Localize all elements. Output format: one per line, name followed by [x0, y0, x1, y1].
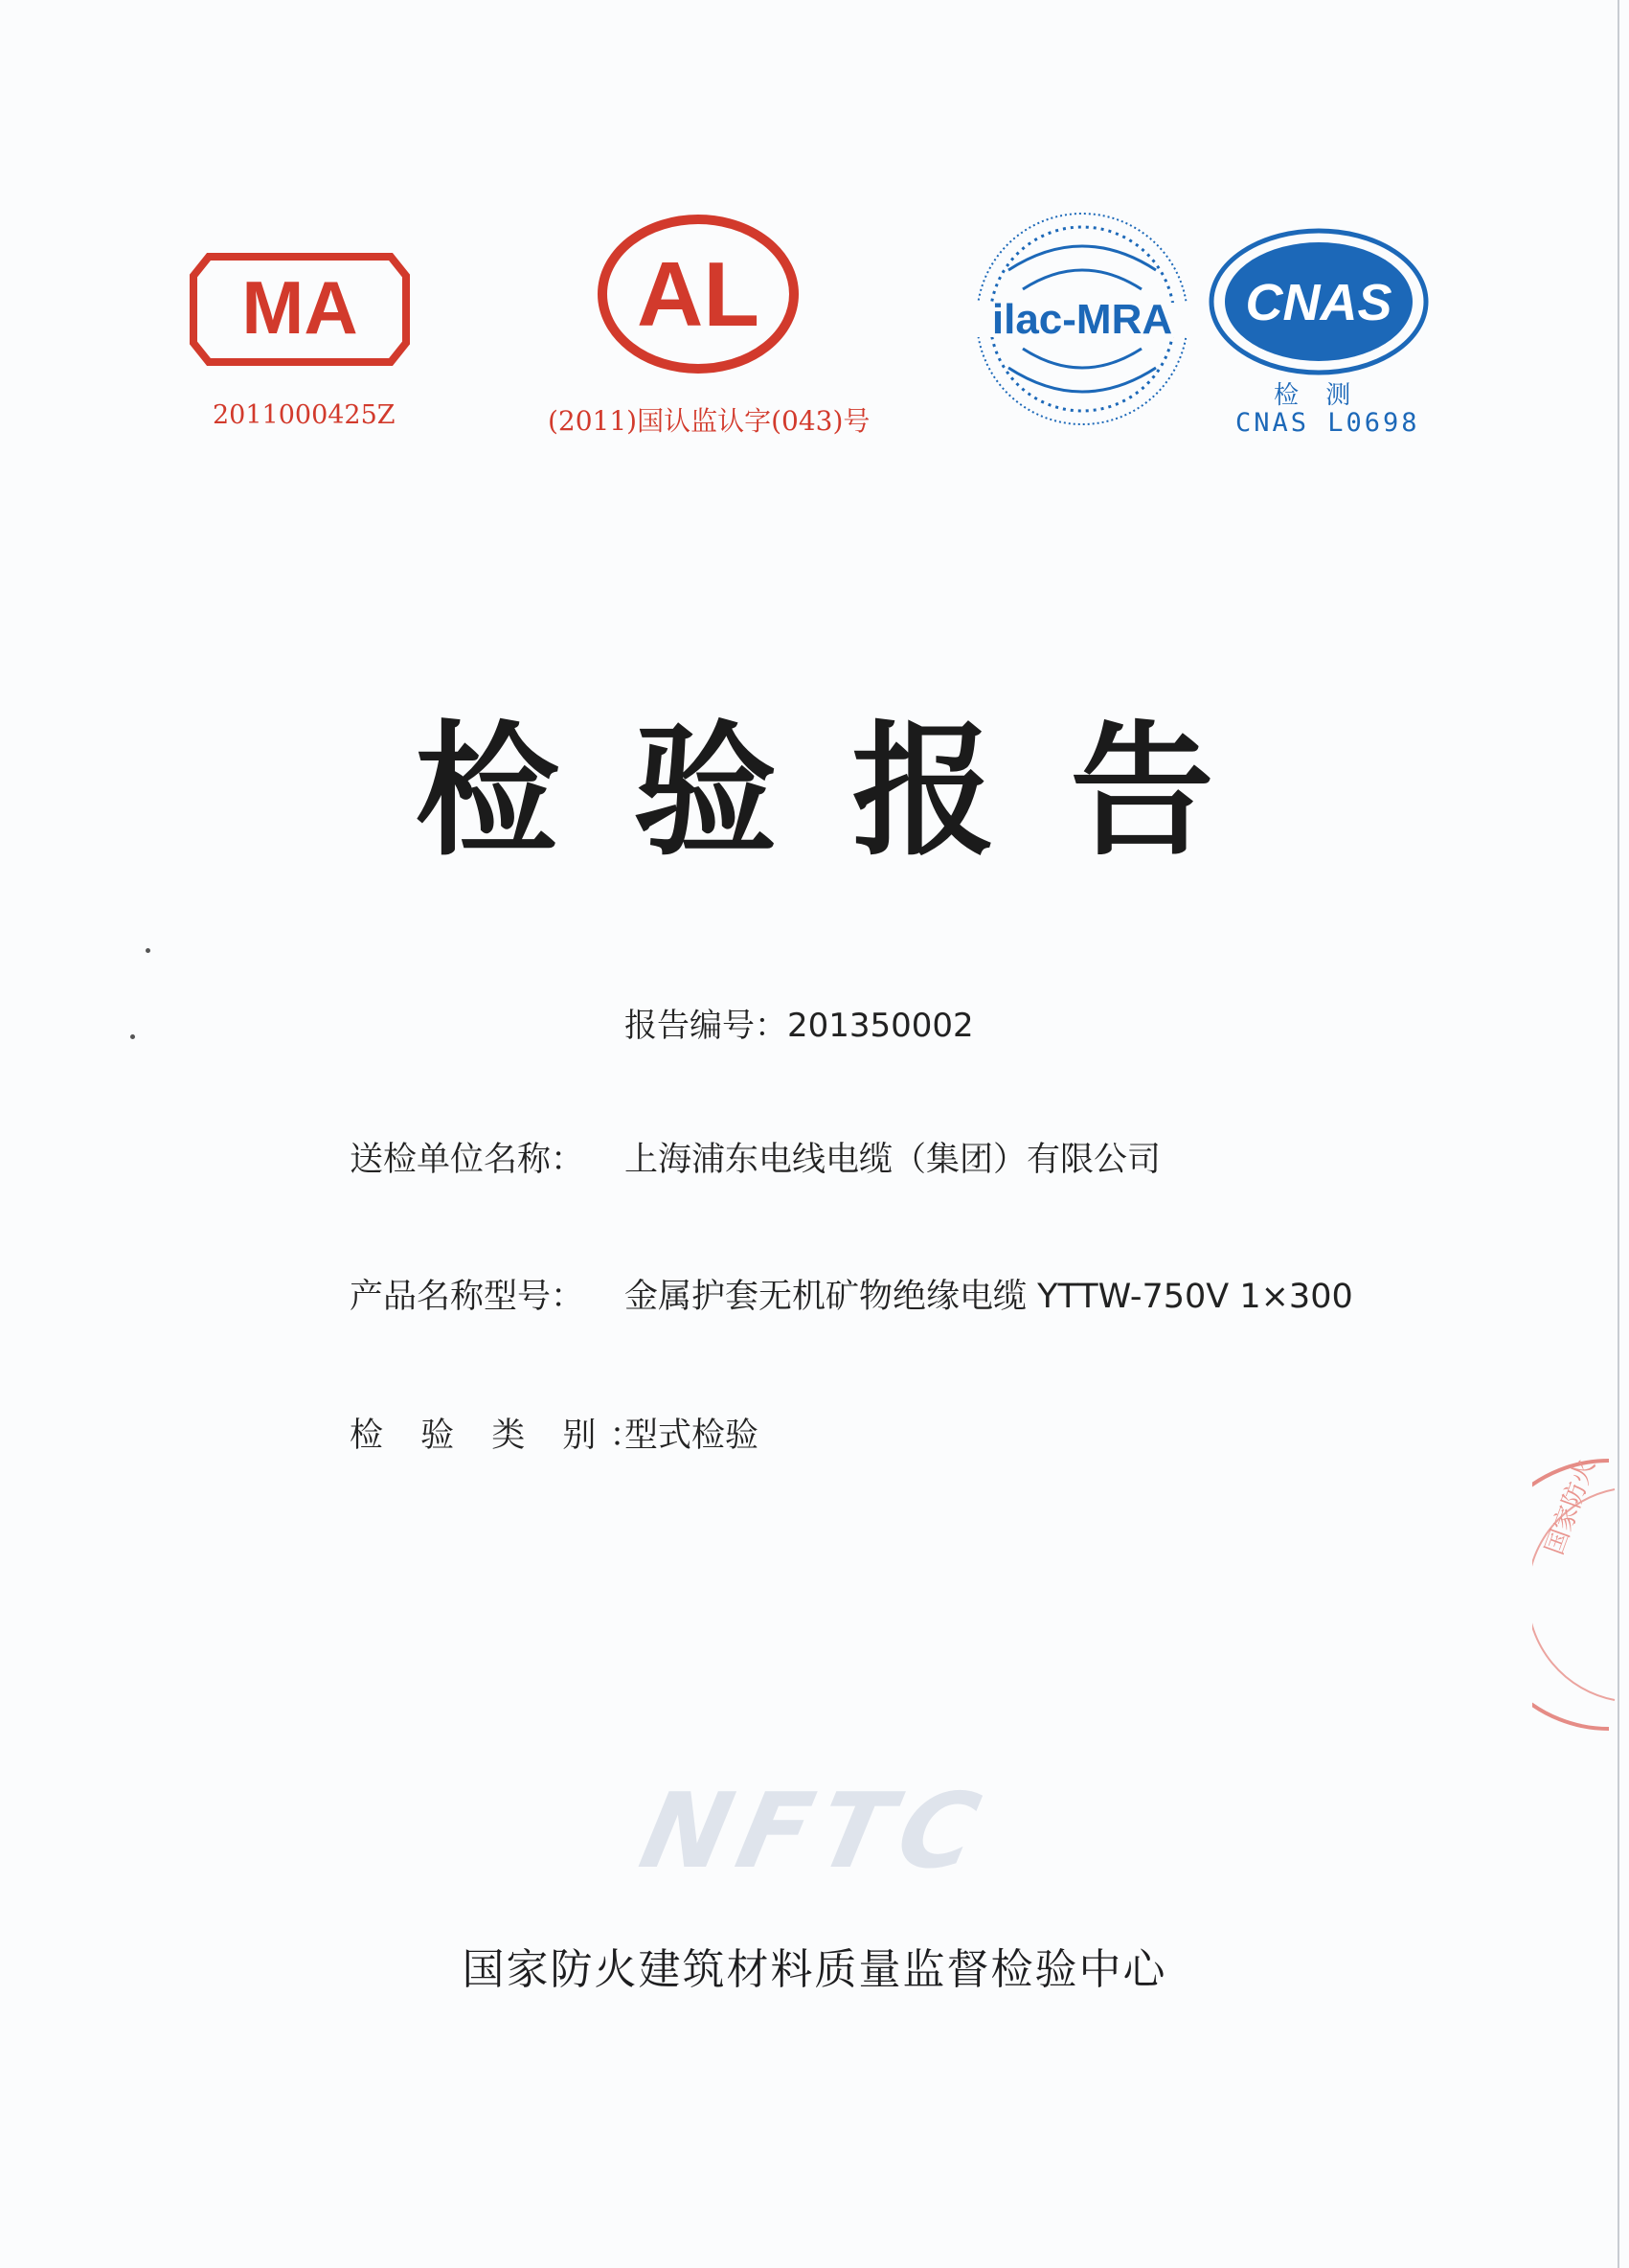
field-label: 送检单位名称：: [350, 1141, 585, 1179]
cal-mark-icon: [592, 213, 804, 375]
field-product: [350, 1270, 1353, 1318]
report-number-label: 报告编号：: [624, 1007, 787, 1045]
cnas-mark-icon: [1209, 220, 1429, 383]
page-edge: [1618, 0, 1619, 2268]
field-submitter: [350, 1133, 1161, 1181]
field-label: 产品名称型号：: [350, 1278, 585, 1316]
cma-mark-icon: [180, 247, 419, 372]
scan-speck: [146, 948, 150, 953]
nftc-watermark: [0, 1772, 1629, 1892]
field-value: 上海浦东电线电缆（集团）有限公司: [624, 1141, 1162, 1179]
report-number: [624, 999, 974, 1046]
nftc-watermark-text: NFTC: [630, 1772, 999, 1892]
seal-stamp: [1532, 1451, 1618, 1742]
seal-stamp-icon: [1532, 1451, 1618, 1738]
issuer-name: 国家防火建筑材料质量监督检验中心: [462, 1945, 1167, 1994]
report-number-value: 201350002: [787, 1007, 974, 1045]
svg-text:CNAS: CNAS: [1245, 274, 1392, 331]
svg-text:AL: AL: [637, 243, 759, 346]
field-value: 金属护套无机矿物绝缘电缆 YTTW-750V 1×300: [624, 1278, 1353, 1316]
field-inspection-type: [350, 1409, 758, 1457]
cnas-logo: [1209, 220, 1429, 383]
svg-text:ilac-MRA: ilac-MRA: [991, 296, 1173, 343]
cma-number: 2011000425Z: [213, 400, 396, 430]
cal-number: (2011)国认监认字(043)号: [548, 405, 871, 437]
field-label: 检 验 类 别：: [350, 1417, 657, 1455]
cma-logo: [180, 247, 419, 372]
cnas-label: 检 测: [1274, 381, 1361, 410]
ilac-globe-icon: [970, 203, 1194, 435]
cal-logo: [592, 213, 804, 375]
svg-text:MA: MA: [241, 265, 358, 350]
scan-speck: [130, 1034, 135, 1039]
ilac-mra-logo: [970, 203, 1194, 435]
field-value: 型式检验: [624, 1417, 759, 1455]
page-title: 检验报告: [415, 707, 1289, 875]
cnas-number: CNAS L0698: [1235, 408, 1420, 438]
svg-text:国家防火: 国家防火: [1540, 1455, 1602, 1559]
